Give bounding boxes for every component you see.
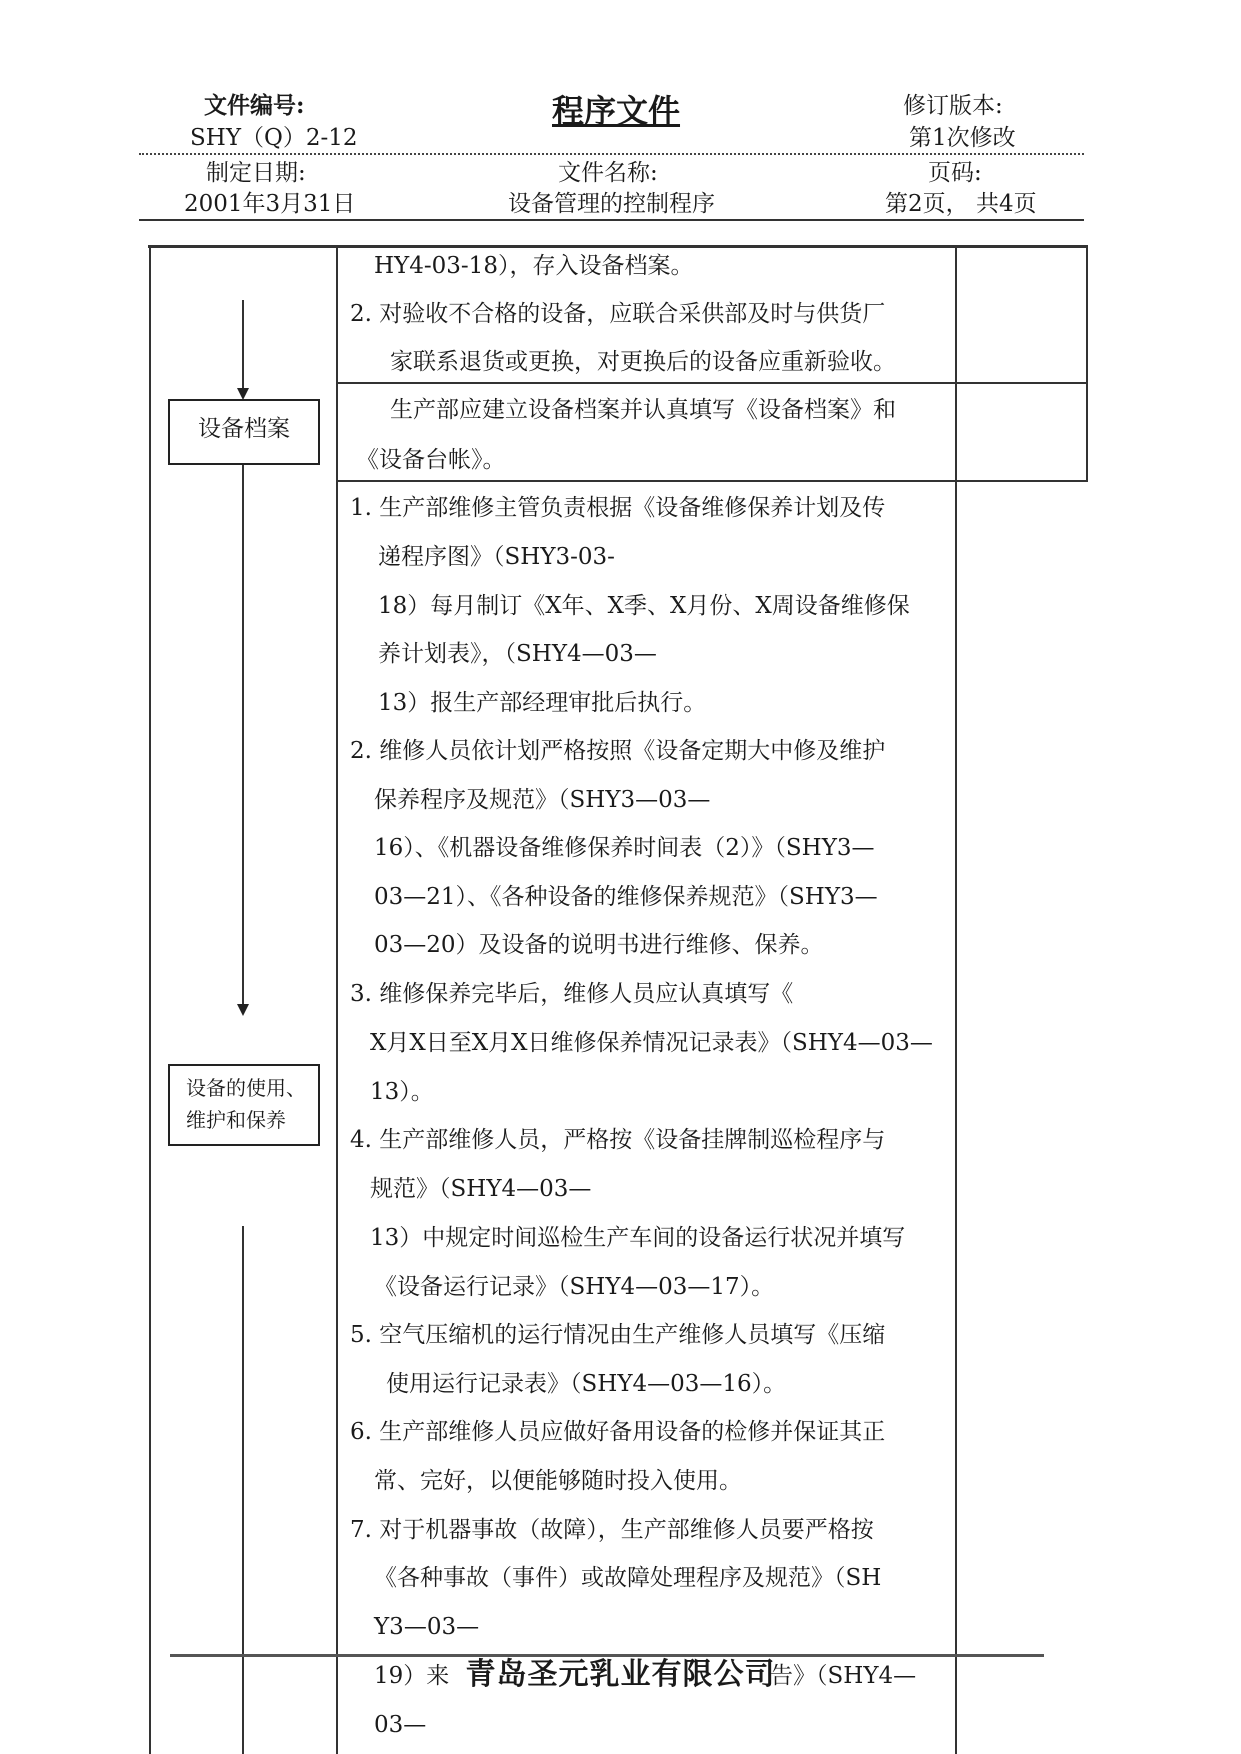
doc-name-label: 文件名称:: [558, 160, 658, 186]
page-number-value: 第2页， 共4页: [885, 191, 1037, 217]
content-line: 18）每月制订《X年、X季、X月份、X周设备维修保: [378, 593, 910, 619]
revision-value: 第1次修改: [909, 125, 1016, 151]
content-line: 1. 生产部维修主管负责根据《设备维修保养计划及传: [350, 495, 886, 521]
revision-label: 修订版本:: [903, 93, 1003, 119]
flow-arrow-head-2: [237, 1004, 249, 1016]
content-line: 2. 对验收不合格的设备，应联合采供部及时与供货厂: [350, 301, 886, 327]
table-row-divider-1: [336, 382, 1088, 384]
content-line: HY4-03-18），存入设备档案。: [374, 253, 694, 279]
content-line: 2. 维修人员依计划严格按照《设备定期大中修及维护: [350, 738, 886, 764]
table-col-divider-2: [955, 245, 957, 1754]
flow-box-equipment-archive: [168, 399, 320, 465]
document-title: 程序文件: [552, 92, 681, 130]
content-line: 4. 生产部维修人员，严格按《设备挂牌制巡检程序与: [350, 1127, 886, 1153]
content-line: 7. 对于机器事故（故障），生产部维修人员要严格按: [350, 1517, 874, 1543]
content-line: 6. 生产部维修人员应做好备用设备的检修并保证其正: [350, 1419, 886, 1445]
content-line: 03—20）及设备的说明书进行维修、保养。: [374, 932, 824, 958]
flow-box-equipment-use-maintenance: [168, 1064, 320, 1146]
content-line: 《各种事故（事件）或故障处理程序及规范》（SH: [374, 1565, 882, 1591]
content-line: 3. 维修保养完毕后，维修人员应认真填写《: [350, 981, 794, 1007]
issue-date-value: 2001年3月31日: [184, 191, 356, 217]
content-line: 13）报生产部经理审批后执行。: [378, 690, 707, 716]
content-line: X月X日至X月X日维修保养情况记录表》（SHY4—03—: [370, 1030, 933, 1056]
content-line: 5. 空气压缩机的运行情况由生产维修人员填写《压缩: [350, 1322, 886, 1348]
table-top-border: [148, 245, 1088, 248]
footer-company-name: 青岛圣元乳业有限公司: [465, 1657, 776, 1692]
doc-number-label: 文件编号:: [204, 92, 305, 119]
flow-box-equipment-archive-label: 设备档案: [198, 416, 290, 442]
flow-connector-line-1: [242, 300, 244, 390]
doc-name-value: 设备管理的控制程序: [508, 191, 715, 217]
table-left-border: [149, 245, 151, 1754]
content-line: 递程序图》（SHY3-03-: [378, 544, 615, 570]
flow-connector-line-2: [242, 465, 244, 1005]
content-line: 16）、《机器设备维修保养时间表（2）》（SHY3—: [374, 835, 875, 861]
content-line: 《设备台帐》。: [356, 447, 506, 473]
content-line: 规范》（SHY4—03—: [370, 1176, 592, 1202]
content-line: 13）。: [370, 1079, 434, 1105]
table-row-divider-2: [336, 480, 1088, 482]
content-line: 使用运行记录表》（SHY4—03—16）。: [386, 1371, 787, 1397]
header-dotted-divider: [139, 153, 1084, 155]
issue-date-label: 制定日期:: [206, 160, 306, 186]
content-line: 告》（SHY4—: [770, 1663, 917, 1689]
doc-number-value: SHY（Q）2-12: [190, 125, 358, 151]
content-line: 养计划表》，（SHY4—03—: [378, 641, 657, 667]
content-line: Y3—03—: [374, 1614, 480, 1640]
content-line: 03—: [374, 1712, 427, 1738]
flow-box-equipment-use-maintenance-label: 设备的使用、维护和保养: [186, 1076, 306, 1132]
table-col-divider-1: [336, 245, 338, 1754]
content-line: 13）中规定时间巡检生产车间的设备运行状况并填写: [370, 1225, 906, 1251]
header-bottom-rule: [139, 219, 1084, 221]
content-line: 生产部应建立设备档案并认真填写《设备档案》和: [390, 397, 896, 423]
content-line: 19）来: [374, 1663, 450, 1689]
content-line: 家联系退货或更换，对更换后的设备应重新验收。: [390, 349, 896, 375]
table-right-border: [1086, 245, 1088, 481]
content-line: 常、完好，以便能够随时投入使用。: [374, 1468, 742, 1494]
content-line: 03—21）、《各种设备的维修保养规范》（SHY3—: [374, 884, 878, 910]
content-line: 《设备运行记录》（SHY4—03—17）。: [374, 1274, 775, 1300]
content-line: 保养程序及规范》（SHY3—03—: [374, 787, 711, 813]
page-number-label: 页码:: [928, 160, 982, 186]
